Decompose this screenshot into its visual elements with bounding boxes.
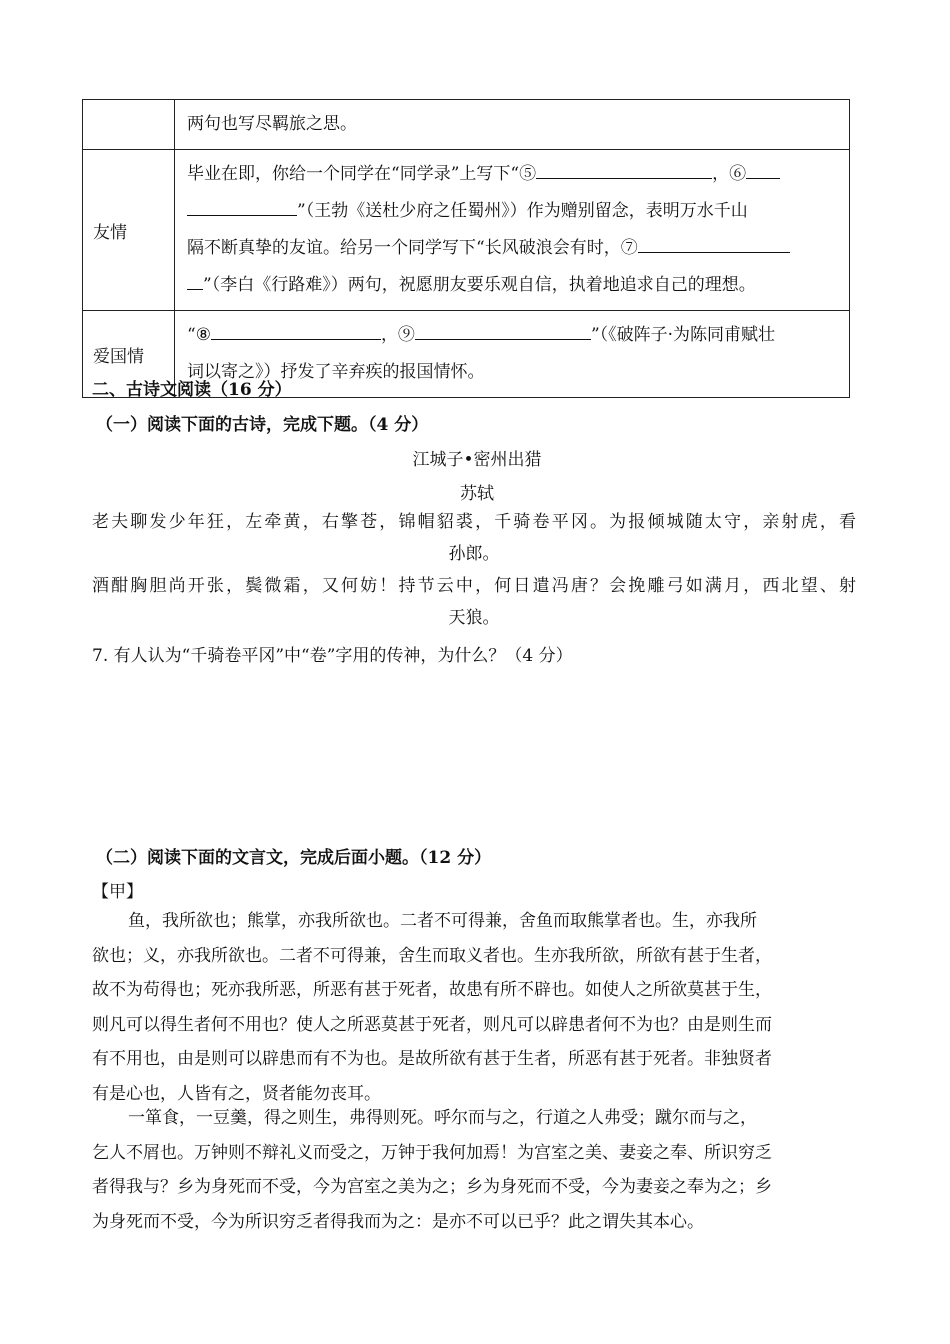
poem-line: 老夫聊发少年狂，左牵黄，右擎苍，锦帽貂裘，千骑卷平冈。为报倾城随太守，亲射虎，看 xyxy=(92,512,856,532)
category-cell-empty xyxy=(83,100,175,150)
category-patriotism: 爱国情 xyxy=(83,311,175,398)
blank-7-part2[interactable] xyxy=(187,269,203,290)
row3-line1a: “⑧ xyxy=(187,325,211,345)
poem-body xyxy=(92,506,856,634)
poem-line: 孙郎。 xyxy=(448,544,500,564)
blank-7-part1[interactable] xyxy=(638,232,790,253)
blank-5[interactable] xyxy=(536,158,712,179)
row3-line2: 词以寄之》）抒发了辛弃疾的报国情怀。 xyxy=(187,362,485,382)
blank-9[interactable] xyxy=(415,319,591,340)
fill-in-table xyxy=(82,99,850,398)
row3-line1b: ，⑨ xyxy=(380,325,415,345)
row2-line2: ”（王勃《送杜少府之任蜀州》）作为赠别留念，表明万水千山 xyxy=(297,201,748,221)
blank-6-part2[interactable] xyxy=(187,195,297,216)
row2-line1a: 毕业在即，你给一个同学在“同学录”上写下“⑤ xyxy=(187,164,537,184)
row-text xyxy=(175,150,850,311)
category-friendship: 友情 xyxy=(83,150,175,311)
row1-text: 两句也写尽羁旅之思。 xyxy=(187,114,357,134)
text-line: 乞人不屑也。万钟则不辩礼义而受之，万钟于我何加焉！为宫室之美、妻妾之奉、所识穷乏 xyxy=(92,1142,772,1163)
text-line: 则凡可以得生者何不用也？使人之所恶莫甚于死者，则凡可以辟患者何不为也？由是则生而 xyxy=(92,1014,772,1035)
text-line: 欲也；义，亦我所欲也。二者不可得兼，舍生而取义者也。生亦我所欲，所欲有甚于生者， xyxy=(92,945,772,966)
classical-text-para1 xyxy=(92,904,856,1112)
section-heading: 二、古诗文阅读（16 分） xyxy=(92,380,292,400)
poem-title: 江城子•密州出猎 xyxy=(412,450,542,470)
poem-line: 天狼。 xyxy=(448,608,500,628)
text-line: 鱼，我所欲也；熊掌，亦我所欲也。二者不可得兼，舍鱼而取熊掌者也。生，亦我所 xyxy=(128,911,757,931)
row3-line1c: ”（《破阵子·为陈同甫赋壮 xyxy=(590,325,776,345)
row2-line3: 隔不断真挚的友谊。给另一个同学写下“长风破浪会有时，⑦ xyxy=(187,238,638,258)
text-line: 者得我与？乡为身死而不受，今为宫室之美为之；乡为身死而不受，今为妻妾之奉为之；乡 xyxy=(92,1177,772,1198)
blank-8[interactable] xyxy=(211,319,381,340)
part2-heading: （二）阅读下面的文言文，完成后面小题。（12 分） xyxy=(96,848,492,868)
text-line: 有不用也，由是则可以辟患而有不为也。是故所欲有甚于生者，所恶有甚于死者。非独贤者 xyxy=(92,1049,772,1070)
text-line: 有是心也，人皆有之，贤者能勿丧耳。 xyxy=(92,1083,381,1104)
text-line: 为身死而不受，今为所识穷乏者得我而为之：是亦不可以已乎？此之谓失其本心。 xyxy=(92,1211,704,1232)
classical-text-para2 xyxy=(92,1101,856,1239)
poem-line: 酒酣胸胆尚开张，鬓微霜，又何妨！持节云中，何日遣冯唐？会挽雕弓如满月，西北望、射 xyxy=(92,576,856,596)
table-row xyxy=(83,100,850,150)
row-text xyxy=(175,100,850,150)
row2-line1b: ，⑥ xyxy=(712,164,747,184)
text-line: 一箪食，一豆羹，得之则生，弗得则死。呼尔而与之，行道之人弗受；蹴尔而与之， xyxy=(128,1108,757,1128)
question-7: 7. 有人认为“千骑卷平冈”中“卷”字用的传神，为什么？（4 分） xyxy=(92,646,573,666)
part1-heading: （一）阅读下面的古诗，完成下题。（4 分） xyxy=(96,415,429,435)
table-row xyxy=(83,150,850,311)
row2-line4: ”（李白《行路难》）两句，祝愿朋友要乐观自信，执着地追求自己的理想。 xyxy=(203,275,756,295)
blank-6-part1[interactable] xyxy=(746,158,780,179)
jia-label: 【甲】 xyxy=(92,882,143,902)
poem-author: 苏轼 xyxy=(460,484,494,504)
text-line: 故不为苟得也；死亦我所恶，所恶有甚于死者，故患有所不辟也。如使人之所欲莫甚于生， xyxy=(92,980,772,1001)
